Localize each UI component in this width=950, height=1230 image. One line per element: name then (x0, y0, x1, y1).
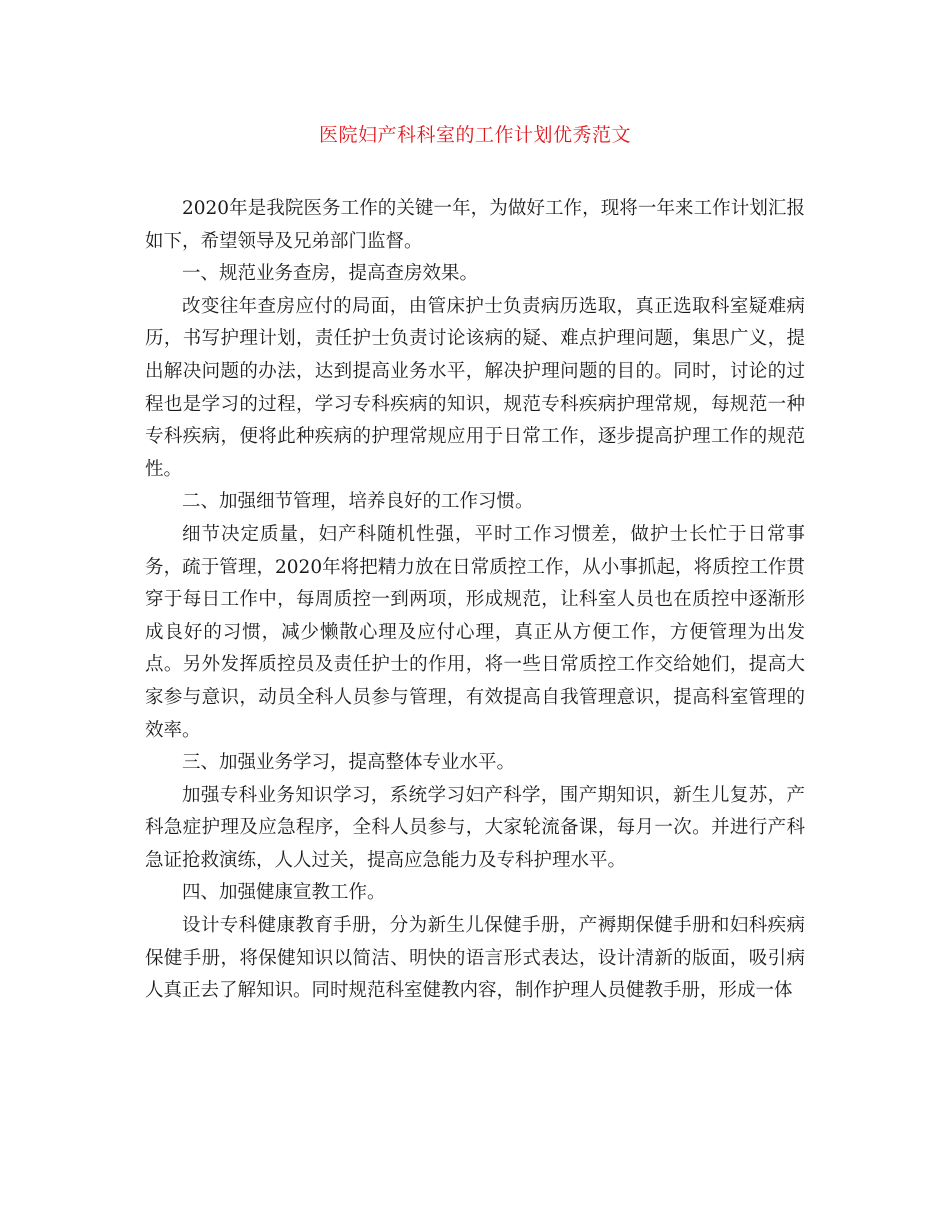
paragraph-section-3: 加强专科业务知识学习，系统学习妇产科学，围产期知识，新生儿复苏，产科急症护理及应急程序，全科人员参与，大家轮流备课，每月一次。并进行产科急证抢救演练，人人过关，提高应急能力及专科护理水平。 (145, 784, 805, 871)
document-title: 医院妇产科科室的工作计划优秀范文 (318, 124, 631, 146)
paragraph-intro: 2020年是我院医务工作的关键一年，为做好工作，现将一年来工作计划汇报如下，希望领导及兄弟部门监督。 (145, 198, 805, 252)
section-heading-4: 四、加强健康宣教工作。 (182, 882, 386, 904)
paragraph-section-4: 设计专科健康教育手册，分为新生儿保健手册，产褥期保健手册和妇科疾病保健手册，将保健知识以简洁、明快的语言形式表达，设计清新的版面，吸引病人真正去了解知识。同时规范科室健教内容，制作护理人员健教手册，形成一体 (145, 915, 805, 1002)
section-heading-3: 三、加强业务学习，提高整体专业水平。 (182, 752, 516, 774)
paragraph-section-1: 改变往年查房应付的局面，由管床护士负责病历选取，真正选取科室疑难病历，书写护理计划，责任护士负责讨论该病的疑、难点护理问题，集思广义，提出解决问题的办法，达到提高业务水平，解决护理问题的目的。同时，讨论的过程也是学习的过程，学习专科疾病的知识，规范专科疾病护理常规，每规范一种专科疾病，便将此种疾病的护理常规应用于日常工作，逐步提高护理工作的规范性。 (145, 295, 805, 480)
section-heading-2: 二、加强细节管理，培养良好的工作习惯。 (182, 491, 534, 513)
document-body (145, 193, 805, 1008)
paragraph-section-2: 细节决定质量，妇产科随机性强，平时工作习惯差，做护士长忙于日常事务，疏于管理，2020年将把精力放在日常质控工作，从小事抓起，将质控工作贯穿于每日工作中，每周质控一到两项，形成规范，让科室人员也在质控中逐渐形成良好的习惯，减少懒散心理及应付心理，真正从方便工作，方便管理为出发点。另外发挥质控员及责任护士的作用，将一些日常质控工作交给她们，提高大家参与意识，动员全科人员参与管理，有效提高自我管理意识，提高科室管理的效率。 (145, 523, 805, 741)
section-heading-1: 一、规范业务查房，提高查房效果。 (182, 263, 479, 285)
